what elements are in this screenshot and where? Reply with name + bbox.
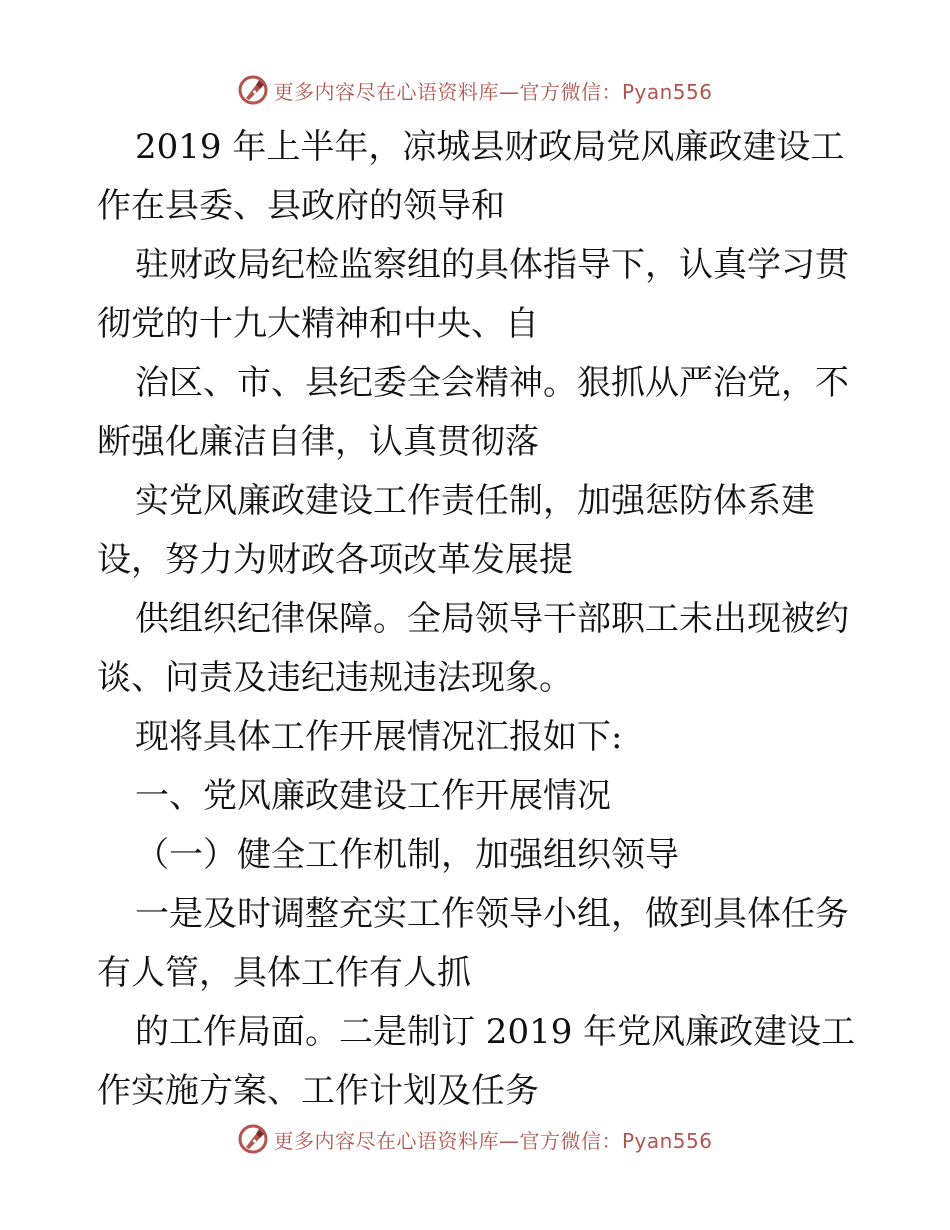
paragraph-line: 彻党的十九大精神和中央、自 xyxy=(97,304,539,344)
paragraph-line: 驻财政局纪检监察组的具体指导下，认真学习贯 xyxy=(135,245,849,285)
paragraph-line: 现将具体工作开展情况汇报如下: xyxy=(135,717,623,757)
paragraph-line: 作实施方案、工作计划及任务 xyxy=(97,1071,539,1111)
pen-nib-logo-icon xyxy=(237,1123,269,1155)
paragraph-line: 断强化廉洁自律，认真贯彻落 xyxy=(97,422,539,462)
footer-watermark-banner xyxy=(0,1121,950,1157)
paragraph-line: 作在县委、县政府的领导和 xyxy=(97,186,505,226)
watermark-text: 更多内容尽在心语资料库—官方微信：Pyan556 xyxy=(273,1128,713,1153)
paragraph-line: 设，努力为财政各项改革发展提 xyxy=(97,540,573,580)
pen-nib-logo-icon xyxy=(237,74,269,106)
paragraph-line: 一是及时调整充实工作领导小组，做到具体任务 xyxy=(135,894,849,934)
paragraph-line: 谈、问责及违纪违规违法现象。 xyxy=(97,658,573,698)
watermark-text: 更多内容尽在心语资料库—官方微信：Pyan556 xyxy=(273,79,713,104)
paragraph-line: 2019 年上半年，凉城县财政局党风廉政建设工 xyxy=(135,127,845,167)
paragraph-line: 供组织纪律保障。全局领导干部职工未出现被约 xyxy=(135,599,849,639)
paragraph-line: 的工作局面。二是制订 2019 年党风廉政建设工 xyxy=(135,1012,856,1052)
paragraph-line: 有人管，具体工作有人抓 xyxy=(97,953,471,993)
document-body xyxy=(97,118,857,1121)
section-heading: 一、党风廉政建设工作开展情况 xyxy=(135,776,611,816)
paragraph-line: 治区、市、县纪委全会精神。狠抓从严治党，不 xyxy=(135,363,849,403)
paragraph-line: 实党风廉政建设工作责任制，加强惩防体系建 xyxy=(135,481,815,521)
subsection-heading: （一）健全工作机制，加强组织领导 xyxy=(135,835,679,875)
header-watermark-banner xyxy=(0,72,950,108)
